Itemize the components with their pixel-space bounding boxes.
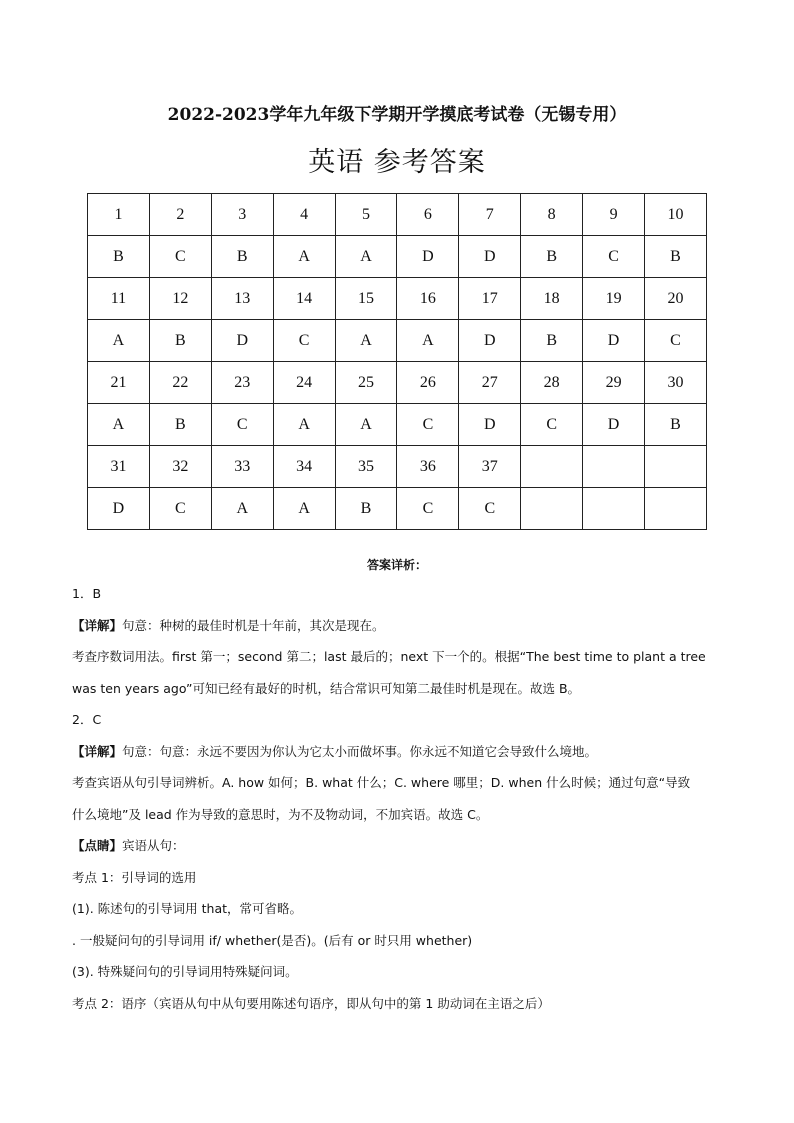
question-number-cell: 36 — [397, 446, 459, 488]
question-number-cell: 18 — [521, 278, 583, 320]
analysis-line — [72, 799, 732, 831]
question-number-cell — [645, 446, 707, 488]
question-number-row — [88, 446, 707, 488]
question-number-cell: 33 — [211, 446, 273, 488]
answer-cell: C — [211, 404, 273, 446]
answer-cell: C — [273, 320, 335, 362]
question-number-cell: 13 — [211, 278, 273, 320]
answer-cell: C — [397, 488, 459, 530]
answer-cell: A — [335, 404, 397, 446]
analysis-text: was ten years ago”可知已经有最好的时机，结合常识可知第二最佳时机是现在。故选 B。 — [72, 680, 581, 696]
question-number-cell: 35 — [335, 446, 397, 488]
question-number-cell: 2 — [149, 194, 211, 236]
answer-cell: A — [273, 488, 335, 530]
analysis-tag: 【详解】 — [72, 743, 123, 759]
question-number-cell — [521, 446, 583, 488]
answer-row — [88, 236, 707, 278]
question-number-row — [88, 278, 707, 320]
analysis-text: 考查宾语从句引导词辨析。A. how 如何；B. what 什么；C. where 哪里；D. when 什么时候；通过句意“导致 — [72, 775, 691, 790]
answer-cell — [521, 488, 583, 530]
analysis-line — [72, 610, 732, 642]
answer-cell: C — [583, 236, 645, 278]
question-number-cell: 3 — [211, 194, 273, 236]
question-number-cell: 14 — [273, 278, 335, 320]
analysis-line — [72, 893, 732, 925]
question-number-cell: 29 — [583, 362, 645, 404]
question-number-cell: 28 — [521, 362, 583, 404]
answer-cell: A — [88, 320, 150, 362]
question-number-cell: 7 — [459, 194, 521, 236]
question-number-cell: 11 — [88, 278, 150, 320]
question-number-cell: 30 — [645, 362, 707, 404]
answer-cell: C — [459, 488, 521, 530]
analysis-text: (1). 陈述句的引导词用 that，常可省略。 — [72, 901, 303, 916]
answer-cell: C — [397, 404, 459, 446]
question-number-cell: 1 — [88, 194, 150, 236]
analysis-line — [72, 925, 732, 957]
analysis-line — [72, 641, 732, 673]
analysis-line — [72, 862, 732, 894]
answer-cell — [583, 488, 645, 530]
answer-cell: D — [459, 320, 521, 362]
question-number-cell: 22 — [149, 362, 211, 404]
answer-cell: D — [583, 320, 645, 362]
answer-cell: A — [335, 236, 397, 278]
question-number-cell: 8 — [521, 194, 583, 236]
analysis-tag: 【点睛】 — [72, 838, 123, 853]
analysis-text: 考点 1：引导词的选用 — [72, 869, 197, 885]
answer-cell: B — [211, 236, 273, 278]
answer-cell: A — [273, 236, 335, 278]
answer-cell: B — [521, 236, 583, 278]
answer-cell: B — [149, 404, 211, 446]
answer-cell: A — [335, 320, 397, 362]
question-number-cell: 10 — [645, 194, 707, 236]
answer-cell — [645, 488, 707, 530]
question-number-cell: 6 — [397, 194, 459, 236]
question-number-cell: 31 — [88, 446, 150, 488]
analysis-text: (3). 特殊疑问句的引导词用特殊疑问词。 — [72, 964, 298, 979]
answer-cell: B — [645, 404, 707, 446]
question-number-cell: 24 — [273, 362, 335, 404]
answer-cell: C — [149, 236, 211, 278]
answer-cell: C — [645, 320, 707, 362]
analysis-text: 句意：句意：永远不要因为你认为它太小而做坏事。你永远不知道它会导致什么境地。 — [122, 743, 598, 759]
question-number-cell — [583, 446, 645, 488]
question-number-cell: 27 — [459, 362, 521, 404]
page-title: 2022-2023学年九年级下学期开学摸底考试卷（无锡专用） — [167, 105, 627, 125]
answer-cell: D — [397, 236, 459, 278]
analysis-line — [72, 704, 732, 736]
answer-cell: B — [521, 320, 583, 362]
question-number-cell: 34 — [273, 446, 335, 488]
question-number-cell: 32 — [149, 446, 211, 488]
analysis-text: . 一般疑问句的引导词用 if/ whether(是否)。(后有 or 时只用 whether) — [72, 932, 473, 948]
answer-cell: C — [521, 404, 583, 446]
question-number-cell: 16 — [397, 278, 459, 320]
analysis-text: 2．C — [72, 712, 102, 727]
analysis-text: 宾语从句： — [122, 838, 185, 853]
answer-row — [88, 320, 707, 362]
analysis-text: 1．B — [72, 586, 102, 601]
question-number-cell: 4 — [273, 194, 335, 236]
analysis-text: 句意：种树的最佳时机是十年前，其次是现在。 — [122, 617, 385, 633]
question-number-cell: 17 — [459, 278, 521, 320]
analysis-line — [72, 830, 732, 862]
question-number-row — [88, 194, 707, 236]
answer-cell: C — [149, 488, 211, 530]
answer-cell: B — [88, 236, 150, 278]
question-number-cell: 12 — [149, 278, 211, 320]
page-subtitle: 英语 参考答案 — [308, 147, 486, 178]
question-number-cell: 20 — [645, 278, 707, 320]
answer-cell: A — [273, 404, 335, 446]
question-number-cell: 26 — [397, 362, 459, 404]
answer-cell: B — [335, 488, 397, 530]
answer-cell: A — [211, 488, 273, 530]
analysis-line — [72, 988, 732, 1020]
answer-cell: D — [459, 404, 521, 446]
answer-cell: B — [149, 320, 211, 362]
question-number-cell: 25 — [335, 362, 397, 404]
answer-cell: A — [397, 320, 459, 362]
question-number-cell: 15 — [335, 278, 397, 320]
answer-cell: B — [645, 236, 707, 278]
answer-table — [87, 193, 707, 530]
question-number-cell: 23 — [211, 362, 273, 404]
analysis-text: 考点 2：语序（宾语从句中从句要用陈述句语序，即从句中的第 1 助动词在主语之后） — [72, 995, 550, 1011]
answer-cell: D — [88, 488, 150, 530]
question-number-cell: 19 — [583, 278, 645, 320]
answer-row — [88, 404, 707, 446]
analysis-line — [72, 673, 732, 705]
question-number-row — [88, 362, 707, 404]
analysis-heading: 答案详析： — [366, 558, 427, 572]
analysis-tag: 【详解】 — [72, 617, 123, 633]
answer-cell: D — [583, 404, 645, 446]
question-number-cell: 9 — [583, 194, 645, 236]
answer-row — [88, 488, 707, 530]
analysis-content — [72, 578, 732, 1019]
analysis-line — [72, 578, 732, 610]
answer-cell: A — [88, 404, 150, 446]
analysis-text: 什么境地”及 lead 作为导致的意思时，为不及物动词，不加宾语。故选 C。 — [72, 806, 489, 822]
answer-cell: D — [459, 236, 521, 278]
analysis-line — [72, 767, 732, 799]
question-number-cell: 21 — [88, 362, 150, 404]
analysis-line — [72, 736, 732, 768]
question-number-cell: 5 — [335, 194, 397, 236]
answer-cell: D — [211, 320, 273, 362]
question-number-cell: 37 — [459, 446, 521, 488]
analysis-line — [72, 956, 732, 988]
analysis-text: 考查序数词用法。first 第一；second 第二；last 最后的；next 下一个的。根据“The best time to plant a tree — [72, 649, 706, 664]
